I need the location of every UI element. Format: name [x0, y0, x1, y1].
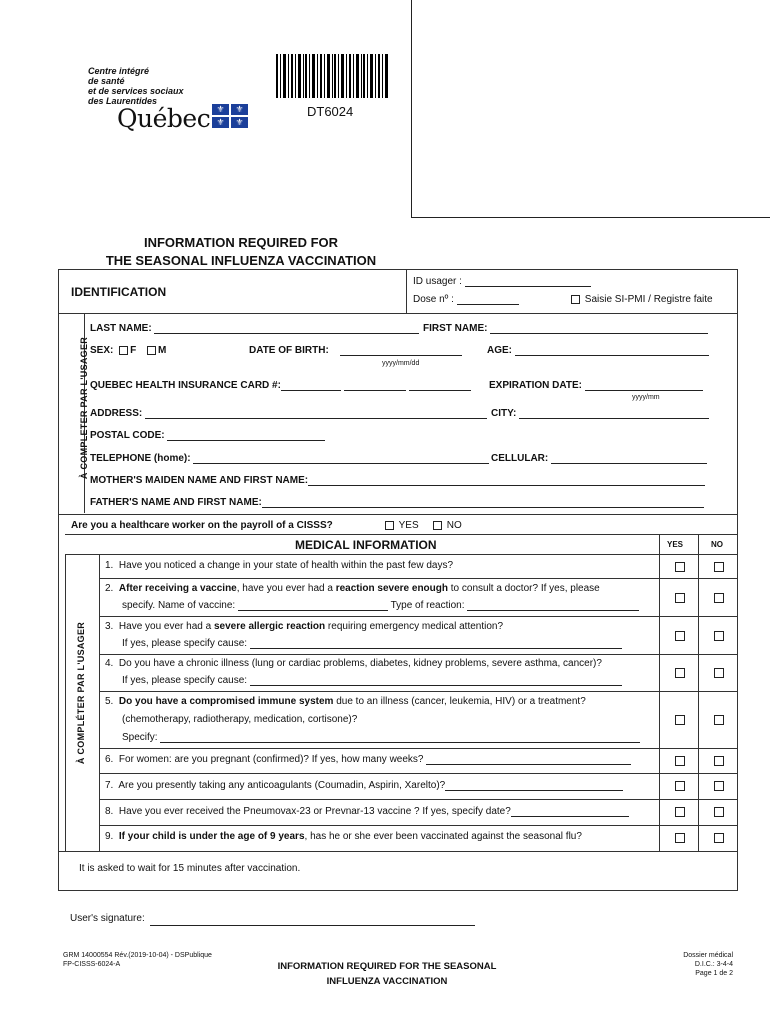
healthcare-yes-checkbox[interactable]: YES — [385, 520, 419, 531]
sex-m-checkbox[interactable] — [147, 346, 156, 355]
footer-right: Dossier médical D.I.C.: 3-4-4 Page 1 de 2 — [683, 952, 733, 977]
org-line: de santé — [88, 76, 125, 86]
q9-yes-checkbox[interactable] — [675, 833, 685, 843]
q8-yes-checkbox[interactable] — [675, 807, 685, 817]
yes-column-header: YES — [667, 540, 684, 549]
health-card-field[interactable]: QUEBEC HEALTH INSURANCE CARD #: — [90, 380, 471, 391]
sex-f-checkbox[interactable] — [119, 346, 128, 355]
question-2: 2. After receiving a vaccine, have you ever had a reaction severe enough to consult a doctor? If yes, please — [105, 583, 600, 594]
healthcare-no-checkbox[interactable]: NO — [433, 520, 462, 531]
organization-name — [88, 66, 184, 106]
expiration-field[interactable]: EXPIRATION DATE: — [489, 380, 703, 391]
side-label-medical: À COMPLÉTER PAR L'USAGER — [76, 621, 86, 765]
question-3-cause[interactable]: If yes, please specify cause: — [122, 638, 622, 649]
org-line: Centre intégré — [88, 66, 150, 76]
q4-no-checkbox[interactable] — [714, 668, 724, 678]
barcode-icon — [276, 54, 388, 98]
wait-note: It is asked to wait for 15 minutes after vaccination. — [79, 863, 301, 874]
q2-yes-checkbox[interactable] — [675, 593, 685, 603]
exp-format: yyyy/mm — [632, 394, 660, 401]
identification-heading: IDENTIFICATION — [71, 285, 167, 299]
form-frame — [58, 269, 738, 891]
q6-no-checkbox[interactable] — [714, 756, 724, 766]
q1-yes-checkbox[interactable] — [675, 562, 685, 572]
q5-yes-checkbox[interactable] — [675, 715, 685, 725]
side-label-identification: À COMPLETER PAR L'USAGER — [79, 336, 89, 480]
form-title-line1: INFORMATION REQUIRED FOR — [143, 235, 339, 250]
address-field[interactable]: ADDRESS: — [90, 408, 487, 419]
q9-no-checkbox[interactable] — [714, 833, 724, 843]
q1-no-checkbox[interactable] — [714, 562, 724, 572]
postal-code-field[interactable]: POSTAL CODE: — [90, 430, 325, 441]
question-1: 1. Have you noticed a change in your state of health within the past few days? — [105, 560, 454, 571]
form-code: DT6024 — [307, 104, 354, 119]
sex-field[interactable]: SEX: F M — [90, 345, 167, 356]
q2-no-checkbox[interactable] — [714, 593, 724, 603]
first-name-field[interactable]: FIRST NAME: — [423, 323, 708, 334]
dose-field[interactable]: Dose nº : — [413, 294, 519, 305]
question-7[interactable]: 7. Are you presently taking any anticoagulants (Coumadin, Aspirin, Xarelto)? — [105, 780, 623, 791]
org-line: des Laurentides — [88, 96, 158, 106]
q3-no-checkbox[interactable] — [714, 631, 724, 641]
healthcare-worker-question: Are you a healthcare worker on the payroll of a CISSS? — [71, 520, 333, 531]
signature-field[interactable] — [150, 925, 475, 926]
footer-left: GRM 14000554 Rév.(2019-10-04) - DSPublique FP-CISSS-6024-A — [63, 952, 212, 968]
q6-yes-checkbox[interactable] — [675, 756, 685, 766]
dob-field[interactable]: DATE OF BIRTH: — [249, 345, 462, 356]
father-name-field[interactable]: FATHER'S NAME AND FIRST NAME: — [90, 497, 704, 508]
question-8[interactable]: 8. Have you ever received the Pneumovax-23 or Prevnar-13 vaccine ? If yes, specify date? — [105, 806, 629, 817]
q3-yes-checkbox[interactable] — [675, 631, 685, 641]
question-9: 9. If your child is under the age of 9 years, has he or she ever been vaccinated against the seasonal flu? — [105, 831, 582, 842]
question-5-specify[interactable]: Specify: — [122, 732, 640, 743]
id-usager-field[interactable]: ID usager : — [413, 276, 591, 287]
question-4: 4. Do you have a chronic illness (lung or cardiac problems, diabetes, kidney problems, severe asthma, cancer)? — [105, 658, 602, 669]
question-6[interactable]: 6. For women: are you pregnant (confirmed)? If yes, how many weeks? — [105, 754, 631, 765]
no-column-header: NO — [711, 540, 723, 549]
saisie-checkbox[interactable]: Saisie SI-PMI / Registre faite — [571, 294, 713, 305]
question-2-details[interactable]: specify. Name of vaccine: Type of reaction: — [122, 600, 639, 611]
quebec-flag-icon: ⚜ ⚜ ⚜ ⚜ — [212, 104, 248, 128]
dob-format: yyyy/mm/dd — [382, 360, 420, 367]
label-area — [411, 0, 770, 218]
signature-label: User's signature: — [70, 913, 145, 924]
q8-no-checkbox[interactable] — [714, 807, 724, 817]
org-line: et de services sociaux — [88, 86, 184, 96]
mother-name-field[interactable]: MOTHER'S MAIDEN NAME AND FIRST NAME: — [90, 475, 705, 486]
footer-title: INFORMATION REQUIRED FOR THE SEASONAL INFLUENZA VACCINATION — [277, 961, 497, 987]
cellular-field[interactable]: CELLULAR: — [491, 453, 707, 464]
telephone-field[interactable]: TELEPHONE (home): — [90, 453, 489, 464]
form-title-line2: THE SEASONAL INFLUENZA VACCINATION — [105, 253, 377, 268]
quebec-wordmark: Québec — [117, 104, 211, 133]
last-name-field[interactable]: LAST NAME: — [90, 323, 419, 334]
question-4-cause[interactable]: If yes, please specify cause: — [122, 675, 622, 686]
question-5-line2: (chemotherapy, radiotherapy, medication, cortisone)? — [122, 714, 358, 725]
question-3: 3. Have you ever had a severe allergic reaction requiring emergency medical attention? — [105, 621, 504, 632]
q7-yes-checkbox[interactable] — [675, 781, 685, 791]
city-field[interactable]: CITY: — [491, 408, 709, 419]
age-field[interactable]: AGE: — [487, 345, 709, 356]
q4-yes-checkbox[interactable] — [675, 668, 685, 678]
q7-no-checkbox[interactable] — [714, 781, 724, 791]
q5-no-checkbox[interactable] — [714, 715, 724, 725]
question-5: 5. Do you have a compromised immune system due to an illness (cancer, leukemia, HIV) or a treatment? — [105, 696, 586, 707]
medical-heading: MEDICAL INFORMATION — [295, 538, 437, 552]
